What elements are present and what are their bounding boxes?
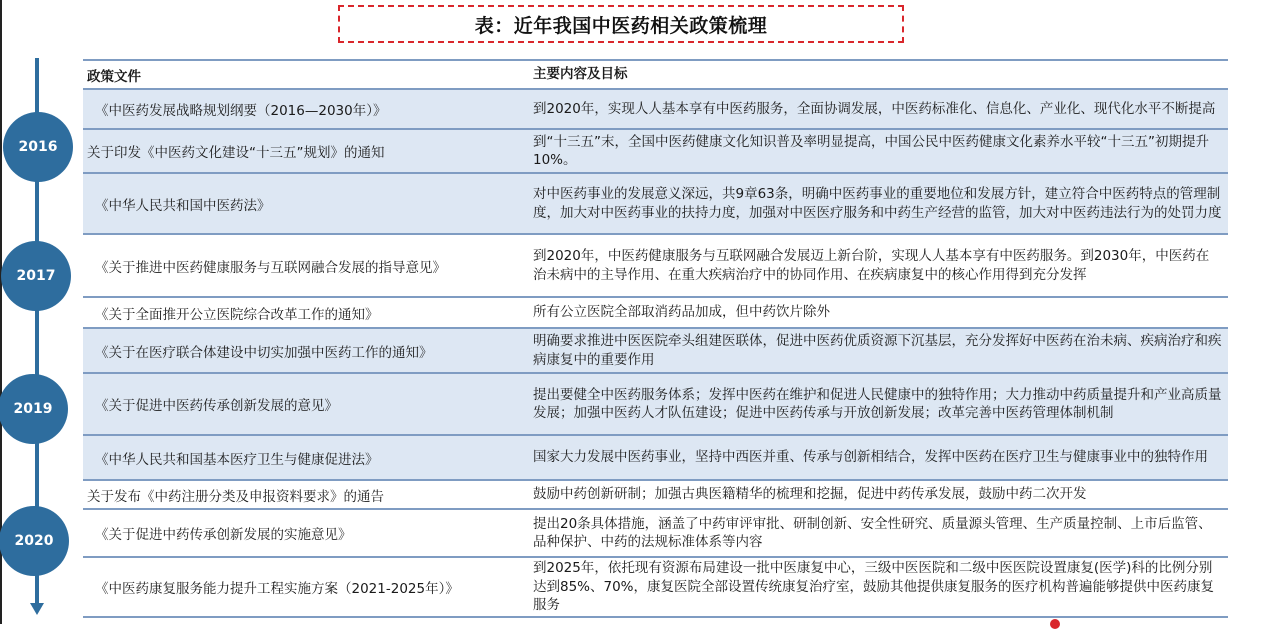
header-content: 主要内容及目标	[533, 66, 628, 83]
policy-content: 所有公立医院全部取消药品加成，但中药饮片除外	[533, 304, 830, 321]
page-title: 表：近年我国中医药相关政策梳理	[474, 14, 768, 37]
red-dot-mark	[1050, 619, 1060, 629]
year-badge-2019	[0, 374, 68, 444]
policy-doc: 《关于促进中医药传承创新发展的意见》	[95, 398, 338, 414]
policy-doc: 《中华人民共和国基本医疗卫生与健康促进法》	[95, 451, 379, 468]
policy-content: 到2020年，中医药健康服务与互联网融合发展迈上新台阶，实现人人基本享有中医药服务。到2030年，中医药在治未病中的主导作用、在重大疾病治疗中的协同作用、在疾病康复中的核心作用得到充分发挥	[533, 248, 1210, 283]
policy-doc: 关于发布《中药注册分类及申报资料要求》的通告	[87, 488, 384, 505]
policy-content: 提出20条具体措施，涵盖了中药审评审批、研制创新、安全性研究、质量源头管理、生产质量控制、上市后监管、品种保护、中药的法规标准体系等内容	[533, 515, 1212, 550]
policy-content: 到2020年，实现人人基本享有中医药服务，全面协调发展，中医药标准化、信息化、产业化、现代化水平不断提高	[533, 100, 1216, 117]
table-row	[83, 481, 1228, 510]
arrow-down-icon	[30, 603, 44, 615]
policy-doc: 《中医药发展战略规划纲要（2016—2030年）》	[95, 103, 387, 119]
table-row	[83, 558, 1228, 618]
policy-doc: 《关于在医疗联合体建设中切实加强中医药工作的通知》	[95, 344, 433, 361]
table-row	[83, 90, 1228, 130]
table-row	[83, 436, 1228, 481]
policy-doc: 《关于促进中药传承创新发展的实施意见》	[95, 527, 352, 543]
policy-doc: 《中华人民共和国中医药法》	[95, 197, 271, 214]
table-row	[83, 329, 1228, 374]
year-label: 2016	[18, 139, 58, 155]
year-badge-2016	[3, 112, 73, 182]
policy-content: 明确要求推进中医医院牵头组建医联体，促进中医药优质资源下沉基层，充分发挥好中医药在治未病、疾病治疗和疾病康复中的重要作用	[533, 333, 1222, 368]
table-row	[83, 510, 1228, 558]
policy-doc: 《关于全面推开公立医院综合改革工作的通知》	[95, 306, 379, 323]
policy-content: 到2025年，依托现有资源布局建设一批中医康复中心，三级中医医院和二级中医医院设置康复(医学)科的比例分别达到85%、70%，康复医院全部设置传统康复治疗室，鼓励其他提供康复服务的医疗机构普遍能够提供中医药康复服务	[533, 560, 1215, 614]
table-row	[83, 235, 1228, 298]
title-box	[338, 5, 904, 43]
year-label: 2017	[16, 268, 56, 284]
year-badge-2020	[0, 506, 69, 576]
table-row	[83, 374, 1228, 436]
policy-doc: 关于印发《中医药文化建设“十三五”规划》的通知	[87, 145, 385, 161]
table-row	[83, 130, 1228, 174]
table-header-row	[83, 61, 1228, 90]
table-row	[83, 174, 1228, 235]
policy-content: 对中医药事业的发展意义深远，共9章63条，明确中医药事业的重要地位和发展方针，建立符合中医药特点的管理制度，加大对中医药事业的扶持力度，加强对中医医疗服务和中药生产经营的监管，加大对中医药违法行为的处罚力度	[533, 186, 1222, 221]
policy-content: 国家大力发展中医药事业，坚持中西医并重、传承与创新相结合，发挥中医药在医疗卫生与健康事业中的独特作用	[533, 449, 1208, 466]
year-label: 2019	[13, 401, 53, 417]
policy-table	[83, 59, 1228, 618]
table-row	[83, 298, 1228, 329]
year-badge-2017	[1, 241, 71, 311]
year-label: 2020	[14, 533, 54, 549]
policy-doc: 《关于推进中医药健康服务与互联网融合发展的指导意见》	[95, 259, 446, 276]
policy-content: 到“十三五”末，全国中医药健康文化知识普及率明显提高，中国公民中医药健康文化素养水平较“十三五”初期提升10%。	[533, 133, 1209, 168]
policy-content: 鼓励中药创新研制；加强古典医籍精华的梳理和挖掘，促进中药传承发展，鼓励中药二次开发	[533, 486, 1087, 503]
policy-doc: 《中医药康复服务能力提升工程实施方案（2021-2025年）》	[95, 581, 459, 597]
policy-content: 提出要健全中医药服务体系；发挥中医药在维护和促进人民健康中的独特作用；大力推动中药质量提升和产业高质量发展；加强中医药人才队伍建设；促进中医药传承与开放创新发展；改革完善中医药管理体制机制	[533, 386, 1222, 421]
header-doc: 政策文件	[87, 68, 141, 85]
